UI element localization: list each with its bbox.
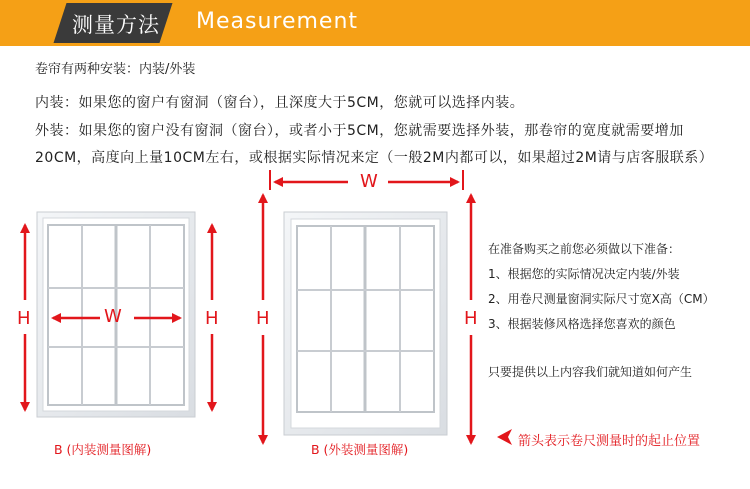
instructions-heading: 在准备购买之前您必须做以下准备： [488,242,681,256]
outer-width-label: W [360,171,378,192]
header-title-en: Measurement [196,9,359,34]
outer-window [284,212,447,435]
legend-arrowhead-icon [497,429,512,445]
inner-diagram-caption: B (内装测量图解) [54,442,152,457]
outer-install-text-line2: 20CM，高度向上量10CM左右，或根据实际情况来定（一般2M内都可以，如果超过2M请与店客服联系） [35,150,714,166]
inner-height-label-left: H [17,308,31,329]
inner-install-text: 内装：如果您的窗户有窗洞（窗台），且深度大于5CM，您就可以选择内装。 [35,95,525,111]
inner-width-label: W [104,306,122,327]
outer-height-label-right: H [464,308,478,329]
arrow-legend-text: 箭头表示卷尺测量时的起止位置 [518,434,701,449]
instruction-item-1: 1、根据您的实际情况决定内装/外装 [488,267,680,281]
header-title-cn: 测量方法 [72,13,160,37]
outer-height-label-left: H [256,308,270,329]
outer-install-text-line1: 外装：如果您的窗户没有窗洞（窗台），或者小于5CM，您就需要选择外装，那卷帘的宽度就需要增加 [35,123,684,139]
instruction-item-2: 2、用卷尺测量窗洞实际尺寸宽X高（CM） [488,292,715,306]
outer-diagram-caption: B (外装测量图解) [311,442,409,457]
inner-height-label-right: H [205,308,219,329]
intro-text: 卷帘有两种安装：内装/外装 [35,62,196,77]
instruction-item-3: 3、根据装修风格选择您喜欢的颜色 [488,317,676,331]
instructions-closing: 只要提供以上内容我们就知道如何产生 [488,365,693,379]
